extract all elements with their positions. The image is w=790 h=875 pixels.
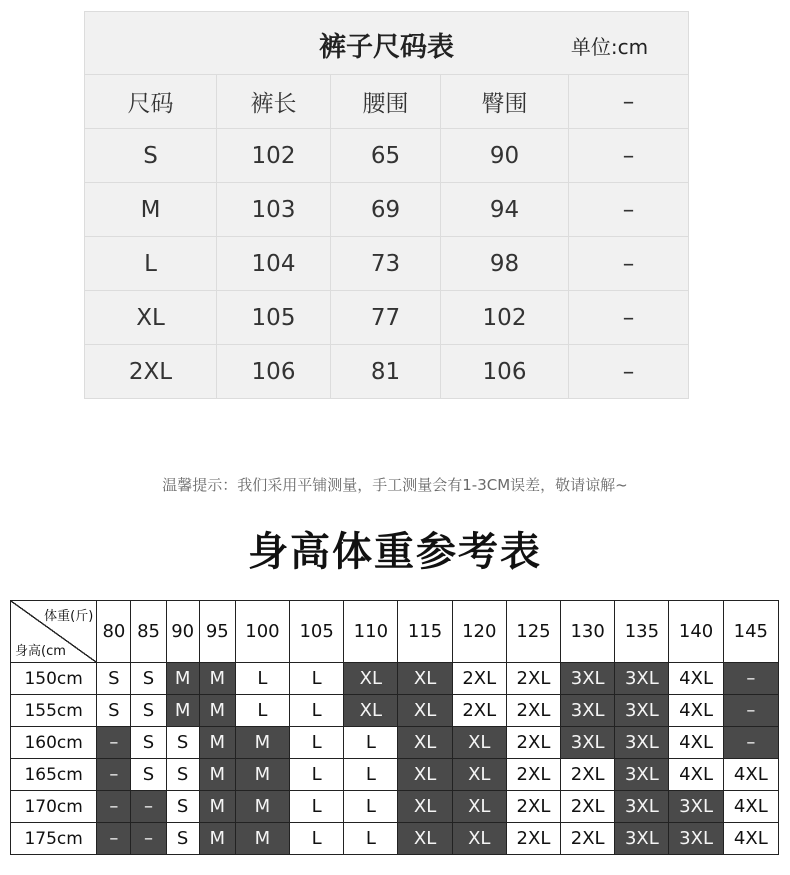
pants-table-cell: S — [85, 129, 217, 183]
weight-header-cell: 120 — [452, 601, 506, 663]
corner-cell — [11, 601, 97, 663]
size-cell: XL — [344, 663, 398, 695]
pants-header-cell: – — [569, 75, 689, 129]
pants-header-cell: 裤长 — [217, 75, 331, 129]
size-cell: – — [723, 695, 778, 727]
pants-header-cell: 尺码 — [85, 75, 217, 129]
pants-table-cell: 65 — [331, 129, 441, 183]
size-cell: S — [97, 695, 131, 727]
pants-table-cell: – — [569, 237, 689, 291]
pants-table-row — [85, 129, 689, 183]
weight-axis-label: 体重(斤) — [44, 609, 94, 624]
size-cell: 3XL — [669, 823, 723, 855]
pants-table-cell: 98 — [441, 237, 569, 291]
weight-header-cell: 105 — [290, 601, 344, 663]
size-cell: XL — [344, 695, 398, 727]
size-cell: L — [290, 695, 344, 727]
size-cell: 2XL — [452, 663, 506, 695]
size-cell: M — [166, 663, 199, 695]
pants-table-cell: 102 — [441, 291, 569, 345]
size-cell: 2XL — [561, 791, 615, 823]
size-cell: S — [131, 663, 166, 695]
size-cell: 4XL — [669, 695, 723, 727]
size-cell: 3XL — [615, 695, 669, 727]
size-cell: – — [97, 759, 131, 791]
reference-row — [11, 663, 779, 695]
pants-table-row — [85, 183, 689, 237]
height-label-cell: 175cm — [11, 823, 97, 855]
size-cell: XL — [452, 759, 506, 791]
size-cell: 2XL — [506, 791, 560, 823]
size-cell: S — [131, 695, 166, 727]
height-label-cell: 165cm — [11, 759, 97, 791]
pants-table-cell: – — [569, 291, 689, 345]
pants-table-row — [85, 237, 689, 291]
size-cell: 3XL — [615, 727, 669, 759]
size-cell: M — [166, 695, 199, 727]
weight-header-cell: 85 — [131, 601, 166, 663]
pants-table-title: 裤子尺码表 — [319, 32, 455, 63]
weight-header-cell: 130 — [561, 601, 615, 663]
pants-table-row — [85, 345, 689, 399]
pants-size-table — [84, 11, 689, 399]
size-cell: L — [290, 823, 344, 855]
pants-table-title-cell — [85, 12, 689, 75]
size-cell: L — [235, 695, 289, 727]
size-cell: 2XL — [506, 727, 560, 759]
size-cell: S — [166, 823, 199, 855]
size-cell: L — [290, 663, 344, 695]
size-cell: 2XL — [561, 823, 615, 855]
size-cell: 2XL — [506, 759, 560, 791]
reference-row — [11, 727, 779, 759]
size-cell: S — [131, 727, 166, 759]
size-cell: M — [235, 759, 289, 791]
size-cell: 2XL — [506, 695, 560, 727]
pants-table-cell: – — [569, 129, 689, 183]
size-cell: M — [199, 727, 235, 759]
size-cell: XL — [452, 823, 506, 855]
size-cell: M — [199, 663, 235, 695]
weight-header-cell: 140 — [669, 601, 723, 663]
size-cell: – — [97, 791, 131, 823]
pants-table-row — [85, 291, 689, 345]
size-cell: 4XL — [723, 791, 778, 823]
size-cell: XL — [452, 727, 506, 759]
pants-table-cell: 77 — [331, 291, 441, 345]
size-cell: 4XL — [723, 823, 778, 855]
size-cell: M — [199, 695, 235, 727]
pants-table-cell: 105 — [217, 291, 331, 345]
weight-header-cell: 125 — [506, 601, 560, 663]
size-cell: L — [290, 791, 344, 823]
reference-row — [11, 823, 779, 855]
size-cell: 4XL — [723, 759, 778, 791]
reference-row — [11, 791, 779, 823]
pants-header-cell: 臀围 — [441, 75, 569, 129]
weight-header-cell: 135 — [615, 601, 669, 663]
size-cell: S — [166, 759, 199, 791]
size-cell: – — [131, 823, 166, 855]
size-cell: S — [166, 727, 199, 759]
size-cell: XL — [398, 663, 452, 695]
size-cell: S — [166, 791, 199, 823]
size-cell: M — [235, 791, 289, 823]
pants-table-cell: L — [85, 237, 217, 291]
height-label-cell: 155cm — [11, 695, 97, 727]
pants-table-cell: 69 — [331, 183, 441, 237]
weight-header-cell: 80 — [97, 601, 131, 663]
pants-table-cell: 102 — [217, 129, 331, 183]
size-cell: M — [235, 823, 289, 855]
size-cell: 3XL — [561, 695, 615, 727]
size-cell: M — [199, 823, 235, 855]
pants-table-cell: 2XL — [85, 345, 217, 399]
size-cell: – — [97, 823, 131, 855]
pants-table-cell: 81 — [331, 345, 441, 399]
size-cell: 3XL — [669, 791, 723, 823]
size-cell: 2XL — [561, 759, 615, 791]
size-cell: XL — [398, 791, 452, 823]
pants-table-cell: – — [569, 183, 689, 237]
pants-header-cell: 腰围 — [331, 75, 441, 129]
size-cell: 2XL — [506, 663, 560, 695]
measurement-tip: 温馨提示：我们采用平铺测量，手工测量会有1-3CM误差，敬请谅解~ — [162, 476, 628, 494]
pants-table-cell: 103 — [217, 183, 331, 237]
size-cell: 4XL — [669, 663, 723, 695]
reference-row — [11, 695, 779, 727]
reference-table-title: 身高体重参考表 — [248, 529, 542, 575]
height-weight-reference-table — [10, 600, 779, 855]
pants-table-cell: XL — [85, 291, 217, 345]
pants-table-cell: 73 — [331, 237, 441, 291]
pants-table-header-row — [85, 75, 689, 129]
size-cell: – — [723, 727, 778, 759]
size-cell: L — [344, 759, 398, 791]
size-cell: XL — [452, 791, 506, 823]
reference-row — [11, 759, 779, 791]
size-cell: 3XL — [615, 759, 669, 791]
size-cell: – — [97, 727, 131, 759]
pants-table-cell: 94 — [441, 183, 569, 237]
size-cell: L — [344, 823, 398, 855]
pants-table-cell: 104 — [217, 237, 331, 291]
size-cell: L — [290, 727, 344, 759]
size-cell: L — [235, 663, 289, 695]
weight-header-cell: 95 — [199, 601, 235, 663]
height-axis-label: 身高(cm — [15, 644, 66, 659]
size-cell: XL — [398, 759, 452, 791]
height-label-cell: 150cm — [11, 663, 97, 695]
size-cell: 4XL — [669, 727, 723, 759]
size-cell: 3XL — [615, 791, 669, 823]
pants-table-unit: 单位:cm — [570, 35, 649, 59]
pants-table-cell: 106 — [441, 345, 569, 399]
size-cell: 3XL — [561, 727, 615, 759]
height-label-cell: 160cm — [11, 727, 97, 759]
size-cell: S — [131, 759, 166, 791]
size-cell: M — [235, 727, 289, 759]
size-cell: – — [131, 791, 166, 823]
size-cell: L — [344, 791, 398, 823]
size-cell: 4XL — [669, 759, 723, 791]
size-cell: XL — [398, 727, 452, 759]
weight-header-cell: 115 — [398, 601, 452, 663]
size-cell: XL — [398, 695, 452, 727]
size-cell: L — [344, 727, 398, 759]
size-cell: XL — [398, 823, 452, 855]
size-cell: 3XL — [615, 663, 669, 695]
height-label-cell: 170cm — [11, 791, 97, 823]
pants-table-cell: – — [569, 345, 689, 399]
size-cell: 2XL — [452, 695, 506, 727]
size-cell: M — [199, 791, 235, 823]
size-cell: 2XL — [506, 823, 560, 855]
size-cell: 3XL — [561, 663, 615, 695]
weight-header-cell: 90 — [166, 601, 199, 663]
reference-header-row — [11, 601, 779, 663]
size-cell: S — [97, 663, 131, 695]
pants-table-cell: 106 — [217, 345, 331, 399]
weight-header-cell: 110 — [344, 601, 398, 663]
pants-table-cell: M — [85, 183, 217, 237]
weight-header-cell: 145 — [723, 601, 778, 663]
size-cell: M — [199, 759, 235, 791]
size-cell: 3XL — [615, 823, 669, 855]
weight-header-cell: 100 — [235, 601, 289, 663]
size-cell: L — [290, 759, 344, 791]
size-cell: – — [723, 663, 778, 695]
pants-table-cell: 90 — [441, 129, 569, 183]
